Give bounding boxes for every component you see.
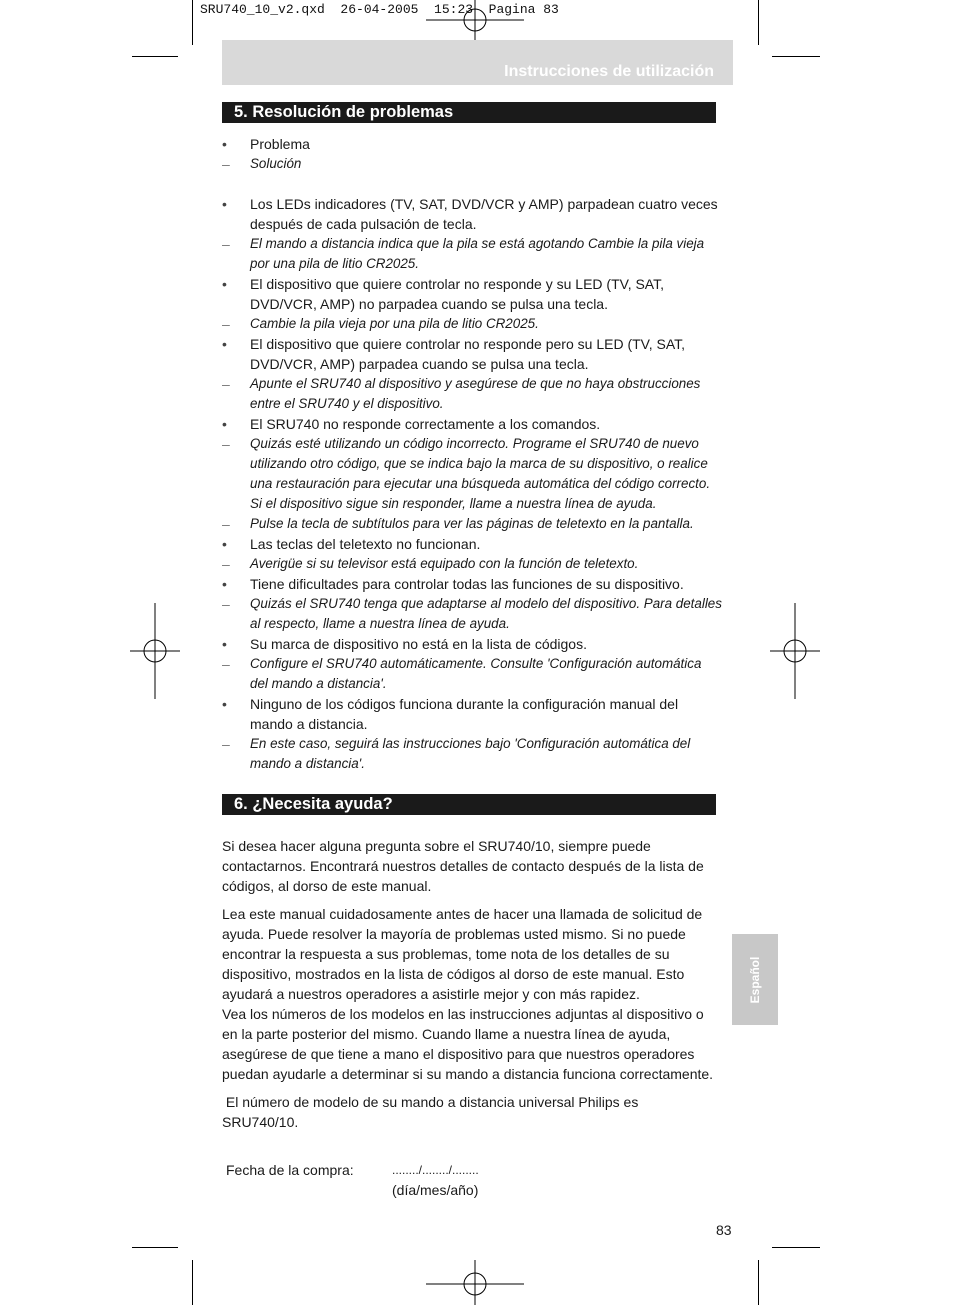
dash-icon: –	[222, 236, 230, 252]
solution-item: – Cambie la pila vieja por una pila de litio CR2025.	[222, 316, 539, 332]
problem-item: • Ninguno de los códigos funciona durante la configuración manual del mando a distancia.	[222, 696, 679, 732]
solution-item: – Quizás el SRU740 tenga que adaptarse al modelo del dispositivo. Para detalles al respecto, llame a nuestra línea de ayuda.	[222, 594, 722, 634]
bullet-icon: •	[222, 696, 227, 712]
dash-icon: –	[222, 656, 230, 672]
registration-mark-right-icon	[770, 603, 822, 699]
header-band	[222, 40, 733, 85]
problem-item: • El SRU740 no responde correctamente a los comandos.	[222, 416, 601, 432]
dash-icon: –	[222, 436, 230, 452]
bullet-icon: •	[222, 336, 227, 352]
print-slug: SRU740_10_v2.qxd 26-04-2005 15:23 Pagina 83	[200, 2, 559, 17]
dash-icon: –	[222, 316, 230, 332]
header-title: Instrucciones de utilización	[504, 63, 714, 80]
help-text	[222, 836, 717, 1132]
bullet-icon: •	[222, 536, 227, 552]
solution-item: – En este caso, seguirá las instrucciones bajo 'Configuración automática del mando a distancia'.	[222, 734, 722, 774]
problem-item: • Tiene dificultades para controlar todas las funciones de su dispositivo.	[222, 576, 684, 592]
solution-item: – Apunte el SRU740 al dispositivo y asegúrese de que no haya obstrucciones entre el SRU740 y el dispositivo.	[222, 374, 722, 414]
legend-solution: – Solución	[222, 156, 302, 172]
section-5-heading: 5. Resolución de problemas	[222, 102, 716, 123]
problem-item: • Su marca de dispositivo no está en la lista de códigos.	[222, 636, 587, 652]
bullet-icon: •	[222, 416, 227, 432]
page-number: 83	[716, 1222, 732, 1238]
registration-mark-bottom-icon	[426, 1260, 526, 1305]
bullet-icon: •	[222, 196, 227, 212]
bullet-icon: •	[222, 576, 227, 592]
solution-item: – El mando a distancia indica que la pila se está agotando Cambie la pila vieja por una pila de litio CR2025.	[222, 234, 722, 274]
language-tab-label: Español	[748, 956, 762, 1003]
language-tab	[732, 934, 778, 1025]
problem-items	[222, 194, 722, 774]
dash-icon: –	[222, 376, 230, 392]
model-number-note: El número de modelo de su mando a distancia universal Philips es SRU740/10.	[222, 1094, 643, 1130]
problem-item: • El dispositivo que quiere controlar no responde pero su LED (TV, SAT, DVD/VCR, AMP) parpadea cuando se pulsa una tecla.	[222, 336, 686, 372]
purchase-date-format: (día/mes/año)	[392, 1182, 479, 1198]
purchase-date-label: Fecha de la compra:	[226, 1162, 354, 1178]
dash-icon: –	[222, 596, 230, 612]
solution-item: – Quizás esté utilizando un código incorrecto. Programe el SRU740 de nuevo utilizando otro código, que se indica bajo la marca de su dispositivo, o realice una restauración para ejecutar una búsqueda automática del código correcto. Si el dispositivo sigue sin responder, llame a nuestra línea de ayuda.	[222, 434, 722, 514]
problem-item: • El dispositivo que quiere controlar no responde y su LED (TV, SAT, DVD/VCR, AMP) no parpadea cuando se pulsa una tecla.	[222, 276, 664, 312]
help-paragraph-2: Lea este manual cuidadosamente antes de hacer una llamada de solicitud de ayuda. Puede resolver la mayoría de problemas usted mismo. Si no puede encontrar la respuesta a sus problemas, tome nota de los detalles de su dispositivo, mostrados en la lista de códigos al dorso de este manual. Esto ayudará a nuestros operadores a asistirle mejor y con más rapidez.	[222, 906, 703, 1002]
dash-icon: –	[222, 556, 230, 572]
help-paragraph-1: Si desea hacer alguna pregunta sobre el SRU740/10, siempre puede contactarnos. Encontrará nuestros detalles de contacto después de la lista de códigos, al dorso de este manual.	[222, 838, 704, 894]
bullet-icon: •	[222, 136, 227, 152]
dash-icon: –	[222, 156, 230, 172]
solution-item: – Averigüe si su televisor está equipado con la función de teletexto.	[222, 556, 639, 572]
help-paragraph-3: Vea los números de los modelos en las instrucciones adjuntas al dispositivo o en la parte posterior del mismo. Cuando llame a nuestra línea de ayuda, asegúrese de que tiene a mano el dispositivo para que nuestros operadores puedan ayudarle a determinar si su mando a distancia funciona correctamente.	[222, 1006, 714, 1082]
dash-icon: –	[222, 516, 230, 532]
problem-item: • Los LEDs indicadores (TV, SAT, DVD/VCR y AMP) parpadean cuatro veces después de cada pulsación de tecla.	[222, 196, 718, 232]
legend-problem: • Problema	[222, 136, 310, 152]
registration-mark-top-icon	[426, 0, 526, 45]
section-6-heading: 6. ¿Necesita ayuda?	[222, 794, 716, 815]
troubleshooting-list	[222, 134, 722, 774]
bullet-icon: •	[222, 636, 227, 652]
registration-mark-left-icon	[130, 603, 182, 699]
problem-item: • Las teclas del teletexto no funcionan.	[222, 536, 481, 552]
solution-item: – Pulse la tecla de subtítulos para ver las páginas de teletexto en la pantalla.	[222, 516, 694, 532]
purchase-date-blank: ......../......../........	[392, 1163, 479, 1177]
bullet-icon: •	[222, 276, 227, 292]
solution-item: – Configure el SRU740 automáticamente. Consulte 'Configuración automática del mando a distancia'.	[222, 654, 722, 694]
dash-icon: –	[222, 736, 230, 752]
